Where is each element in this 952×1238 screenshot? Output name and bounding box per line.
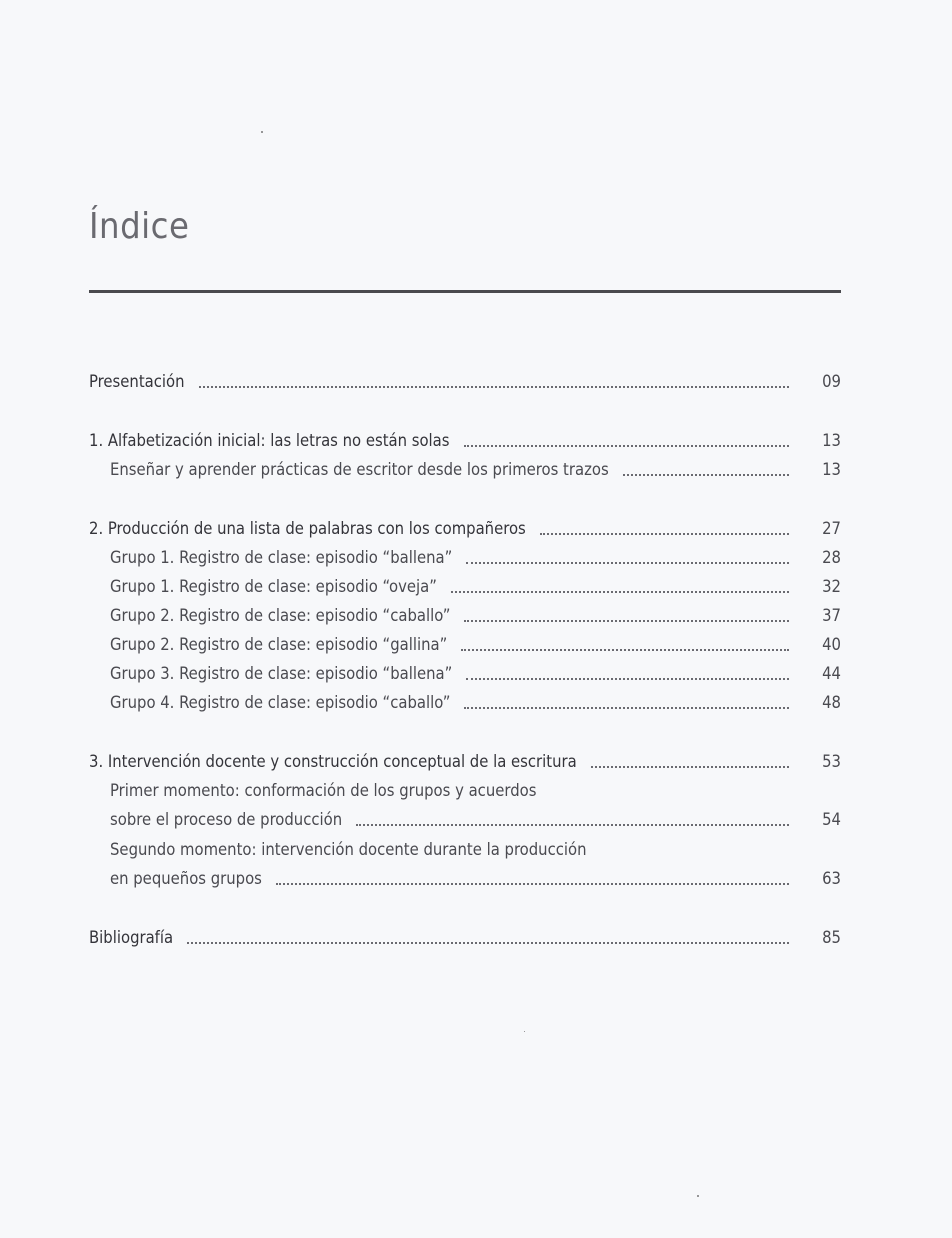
toc-entry-page: 32 xyxy=(822,577,841,596)
dot-leader xyxy=(623,472,789,476)
toc-entry-grupo1-oveja[interactable] xyxy=(110,571,841,597)
dot-leader xyxy=(464,443,790,447)
toc-entry-label: Grupo 1. Registro de clase: episodio “oveja” xyxy=(110,577,437,596)
dot-leader xyxy=(356,822,789,826)
toc-entry-label: Grupo 1. Registro de clase: episodio “ballena” xyxy=(110,548,453,567)
dot-leader xyxy=(199,384,789,388)
toc-entry-segundo-momento-line2[interactable] xyxy=(110,863,841,889)
toc-entry-grupo3-ballena[interactable] xyxy=(110,658,841,684)
toc-entry-grupo2-caballo[interactable] xyxy=(110,600,841,626)
toc-entry-label: Grupo 3. Registro de clase: episodio “ballena” xyxy=(110,664,453,683)
toc-entry-page: 48 xyxy=(822,693,841,712)
toc-entry-page: 85 xyxy=(822,928,841,947)
toc-entry-page: 54 xyxy=(822,810,841,829)
dot-leader xyxy=(461,647,789,651)
toc-entry-chapter-3[interactable] xyxy=(89,746,841,772)
toc-entry-label: Grupo 2. Registro de clase: episodio “gallina” xyxy=(110,635,448,654)
toc-entry-label: 2. Producción de una lista de palabras con los compañeros xyxy=(89,519,526,538)
dot-leader xyxy=(187,940,789,944)
toc-entry-label: Presentación xyxy=(89,372,185,391)
dot-leader xyxy=(540,531,789,535)
toc-entry-page: 40 xyxy=(822,635,841,654)
toc-entry-label: Primer momento: conformación de los grupos y acuerdos xyxy=(110,781,537,800)
toc-entry-grupo4-caballo[interactable] xyxy=(110,687,841,713)
toc-entry-label: Enseñar y aprender prácticas de escritor desde los primeros trazos xyxy=(110,460,609,479)
toc-entry-chapter-2[interactable] xyxy=(89,513,841,539)
toc-entry-grupo1-ballena[interactable] xyxy=(110,542,841,568)
toc-entry-page: 28 xyxy=(822,548,841,567)
toc-entry-primer-momento-line2[interactable] xyxy=(110,804,841,830)
toc-entry-label: Segundo momento: intervención docente durante la producción xyxy=(110,840,587,859)
toc-entry-page: 09 xyxy=(822,372,841,391)
dot-leader xyxy=(466,560,789,564)
scan-speck xyxy=(524,1031,525,1032)
dot-leader xyxy=(464,618,789,622)
toc-entry-segundo-momento-line1[interactable] xyxy=(110,834,841,860)
toc-entry-page: 13 xyxy=(822,431,841,450)
toc-entry-page: 63 xyxy=(822,869,841,888)
toc-entry-label: Grupo 4. Registro de clase: episodio “caballo” xyxy=(110,693,451,712)
scan-speck xyxy=(697,1195,699,1197)
toc-entry-label: Bibliografía xyxy=(89,928,174,947)
toc-entry-page: 13 xyxy=(822,460,841,479)
toc-entry-label: 1. Alfabetización inicial: las letras no están solas xyxy=(89,431,450,450)
scan-speck xyxy=(261,131,263,133)
toc-entry-label: en pequeños grupos xyxy=(110,869,262,888)
toc-entry-ensenar[interactable] xyxy=(110,454,841,480)
dot-leader xyxy=(276,881,789,885)
toc-entry-page: 27 xyxy=(822,519,841,538)
toc-entry-page: 53 xyxy=(822,752,841,771)
toc-entry-chapter-1[interactable] xyxy=(89,425,841,451)
title-divider xyxy=(89,290,841,293)
page-title: Índice xyxy=(89,206,190,247)
toc-entry-presentacion[interactable] xyxy=(89,366,841,392)
dot-leader xyxy=(466,676,789,680)
toc-entry-grupo2-gallina[interactable] xyxy=(110,629,841,655)
dot-leader xyxy=(451,589,789,593)
dot-leader xyxy=(591,764,789,768)
toc-entry-label: Grupo 2. Registro de clase: episodio “caballo” xyxy=(110,606,451,625)
toc-entry-bibliografia[interactable] xyxy=(89,922,841,948)
toc-entry-label: sobre el proceso de producción xyxy=(110,810,343,829)
toc-entry-label: 3. Intervención docente y construcción conceptual de la escritura xyxy=(89,752,577,771)
toc-entry-page: 44 xyxy=(822,664,841,683)
toc-entry-primer-momento-line1[interactable] xyxy=(110,775,841,801)
toc-entry-page: 37 xyxy=(822,606,841,625)
dot-leader xyxy=(464,705,789,709)
